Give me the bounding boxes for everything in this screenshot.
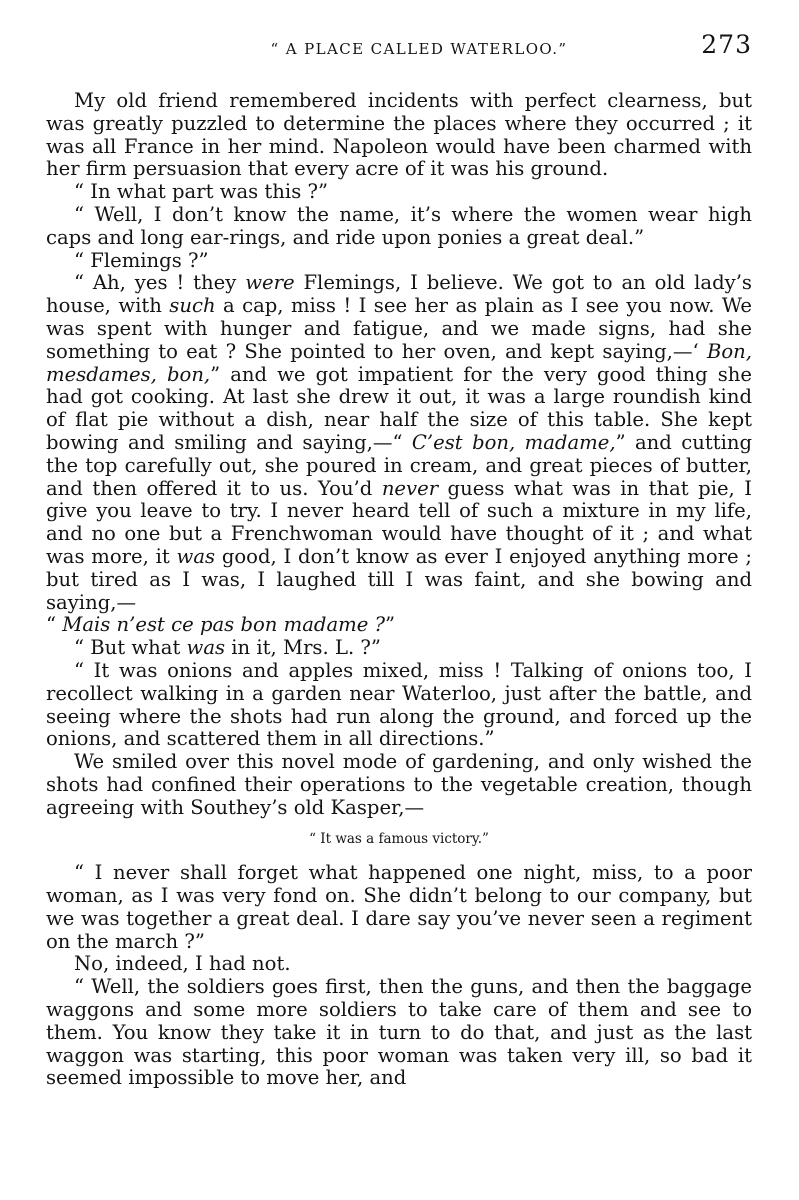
paragraph: We smiled over this novel mode of gardening, and only wished the shots had confined their operations to the vegetable creation, though agreeing with Southey’s old Kasper,— [46, 750, 752, 819]
running-title: “ A PLACE CALLED WATERLOO.” [270, 40, 568, 58]
text-run: “ Ah, yes ! they [74, 271, 246, 295]
text-run: “ [46, 613, 63, 637]
text-run: ” [385, 613, 396, 637]
paragraph: “ Well, the soldiers goes first, then the guns, and then the baggage waggons and some more soldiers to take care of them and see to them. You know they take it in turn to do that, and just as the last waggon was starting, this poor woman was taken very ill, so bad it seemed impossible to move her, and [46, 975, 752, 1090]
text-run: a cap, miss ! I see her as plain as I see you now. We was spent with hunger and fatigue, and we made signs, had she something to eat ? She pointed to her oven, and kept saying,—‘ [46, 294, 752, 363]
paragraph: “ Flemings ?” [74, 248, 209, 272]
text-run: ” and cutting the top carefully out, she poured in cream, and great pieces of butter, and then offered it to us. You’d [46, 430, 752, 500]
emphasis: C’est bon, madame, [411, 430, 616, 454]
text-run: in it, Mrs. L. ?” [225, 636, 381, 660]
text-run: “ But what [74, 636, 187, 660]
page-number: 273 [701, 30, 752, 59]
emphasis: Mais n’est ce pas bon madame ? [62, 613, 386, 637]
page-header [46, 28, 752, 68]
emphasis: such [169, 294, 216, 318]
body-text [46, 90, 752, 1090]
paragraph: “ I never shall forget what happened one night, miss, to a poor woman, as I was very fond on. She didn’t belong to our company, but we was together a great deal. I dare say you’ve never seen a regiment on the march ?” [46, 861, 752, 953]
paragraph [46, 272, 752, 614]
paragraph: “ It was onions and apples mixed, miss ! Talking of onions too, I recollect walking in a garden near Waterloo, just after the battle, and seeing where the shots had run along the ground, and forced up the onions, and scattered them in all directions.” [46, 658, 752, 751]
text-run: Flemings, I believe. We got to an old lady’s house, with [46, 271, 752, 318]
paragraph [46, 637, 752, 660]
book-page [46, 28, 752, 1090]
emphasis: were [245, 271, 295, 295]
text-run: good, I don’t know as ever I enjoyed anything more ; but tired as I was, I laughed till I was faint, and she bowing and saying,— [46, 544, 752, 614]
emphasis: never [381, 476, 439, 500]
text-run: guess what was in that pie, I give you leave to try. I never heard tell of such a mixture in my life, and no one but a Frenchwoman would have thought of it ; and what was more, it [46, 476, 752, 568]
text-run: ” and we got impatient for the very good thing she had got cooking. At last she drew it out, it was a large roundish kind of flat pie without a dish, near half the size of this table. She kept bowing and smiling and saying,—“ [46, 362, 752, 454]
emphasis: was [186, 636, 226, 660]
paragraph: No, indeed, I had not. [74, 952, 291, 976]
paragraph [46, 614, 752, 637]
emphasis: was [176, 544, 216, 568]
verse-quote: “ It was a famous victory.” [309, 830, 489, 847]
emphasis: Bon, mesdames, bon, [46, 339, 752, 386]
paragraph: “ In what part was this ?” [74, 180, 329, 204]
paragraph: My old friend remembered incidents with perfect clearness, but was greatly puzzled to determine the places where they occurred ; it was all France in her mind. Napoleon would have been charmed with her firm persuasion that every acre of it was his ground. [46, 89, 752, 181]
paragraph: “ Well, I don’t know the name, it’s where the women wear high caps and long ear-rings, and ride upon ponies a great deal.” [46, 202, 752, 249]
